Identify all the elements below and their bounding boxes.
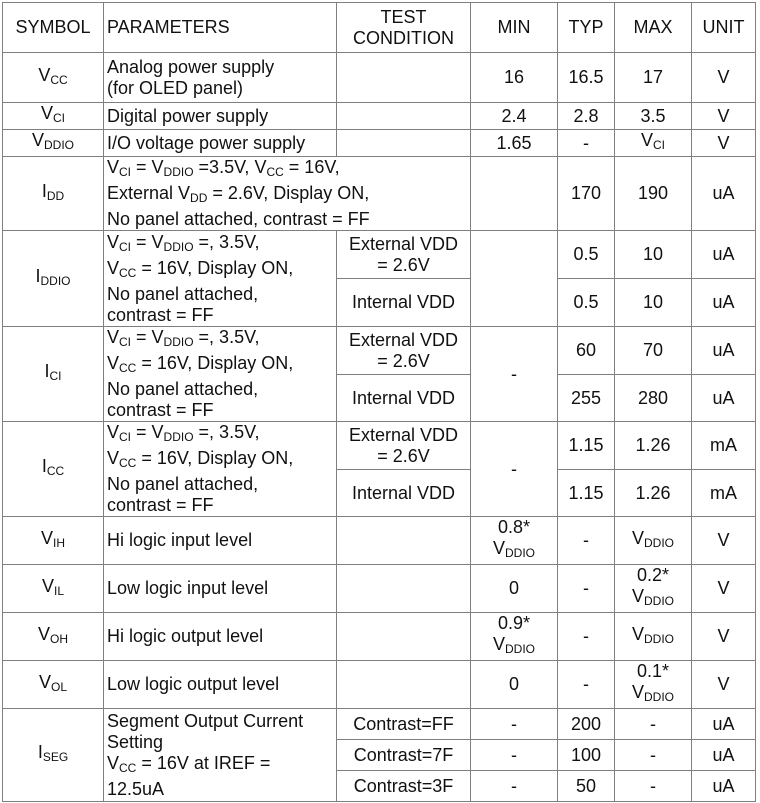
parameter-cell xyxy=(104,422,337,517)
condition-cell xyxy=(337,517,471,565)
parameter-cell xyxy=(104,157,471,231)
typ-cell: 60 xyxy=(558,327,615,375)
param-text: =, 3.5V, xyxy=(193,422,260,442)
condition-text: External VDD xyxy=(348,329,459,350)
condition-cell xyxy=(337,661,471,709)
header-test-line2: CONDITION xyxy=(353,27,454,48)
typ-cell: 1.15 xyxy=(558,422,615,470)
header-test-condition xyxy=(337,3,471,53)
condition-cell: Internal VDD xyxy=(337,470,471,517)
min-cell: - xyxy=(471,422,558,517)
typ-cell: - xyxy=(558,661,615,709)
symbol-cell xyxy=(3,53,104,103)
symbol-text: I xyxy=(44,361,50,381)
unit-cell: V xyxy=(692,517,756,565)
param-text: No panel attached, xyxy=(107,283,259,304)
condition-cell xyxy=(337,565,471,613)
parameter-cell xyxy=(104,231,337,327)
symbol-text: V xyxy=(40,527,53,548)
param-text: V xyxy=(107,448,120,468)
symbol-cell xyxy=(3,327,104,422)
max-cell: 280 xyxy=(615,375,692,422)
unit-cell: V xyxy=(692,565,756,613)
min-subscript: DDIO xyxy=(505,642,535,656)
symbol-text: I xyxy=(41,180,47,201)
max-cell: 190 xyxy=(615,157,692,231)
param-text: contrast = FF xyxy=(107,400,214,420)
typ-cell: 1.15 xyxy=(558,470,615,517)
symbol-text: V xyxy=(41,575,54,596)
param-text: = 16V, Display ON, xyxy=(136,257,294,278)
symbol-subscript: DD xyxy=(46,188,65,203)
condition-cell: Internal VDD xyxy=(337,279,471,327)
param-subscript: CC xyxy=(119,361,137,375)
table-row xyxy=(3,709,756,740)
param-text: V xyxy=(107,422,120,442)
max-cell: 10 xyxy=(615,231,692,279)
condition-cell: Contrast=3F xyxy=(337,771,471,802)
max-subscript: DDIO xyxy=(644,594,674,608)
max-subscript: DDIO xyxy=(644,690,674,704)
max-text: 0.2* xyxy=(636,565,670,585)
symbol-cell xyxy=(3,661,104,709)
max-cell: - xyxy=(615,740,692,771)
param-subscript: CI xyxy=(119,165,132,179)
max-symbol: V xyxy=(631,682,644,702)
unit-cell: uA xyxy=(692,709,756,740)
param-subscript: CC xyxy=(119,760,137,775)
min-cell: 0 xyxy=(471,565,558,613)
symbol-subscript: IH xyxy=(53,535,65,550)
symbol-text: V xyxy=(38,64,51,85)
param-text: = 16V at IREF = xyxy=(136,752,271,773)
param-subscript: CC xyxy=(266,165,284,179)
param-text: V xyxy=(107,157,120,177)
param-subscript: CI xyxy=(119,239,132,254)
unit-cell: V xyxy=(692,53,756,103)
symbol-cell xyxy=(3,613,104,661)
table-row xyxy=(3,613,756,661)
typ-cell: 170 xyxy=(558,157,615,231)
symbol-text: I xyxy=(41,456,47,476)
symbol-cell xyxy=(3,565,104,613)
min-text: 0.8* xyxy=(497,517,531,537)
symbol-subscript: OL xyxy=(51,679,68,694)
param-subscript: DDIO xyxy=(163,239,194,254)
param-text: V xyxy=(107,257,120,278)
typ-cell: 50 xyxy=(558,771,615,802)
symbol-subscript: IL xyxy=(54,583,65,598)
max-cell: 1.26 xyxy=(615,470,692,517)
parameter-cell: Hi logic output level xyxy=(104,613,337,661)
table-row xyxy=(3,53,756,103)
symbol-subscript: CI xyxy=(49,369,62,383)
header-row xyxy=(3,3,756,53)
parameter-cell: Low logic input level xyxy=(104,565,337,613)
typ-cell: 2.8 xyxy=(558,103,615,130)
param-text: = V xyxy=(131,157,164,177)
parameter-cell xyxy=(104,53,337,103)
table-row xyxy=(3,517,756,565)
min-cell: - xyxy=(471,709,558,740)
min-cell: 1.65 xyxy=(471,130,558,157)
param-text: Setting xyxy=(107,731,164,752)
max-subscript: CI xyxy=(653,138,665,152)
condition-cell: Contrast=FF xyxy=(337,709,471,740)
typ-cell: - xyxy=(558,517,615,565)
parameter-cell: Digital power supply xyxy=(104,103,337,130)
unit-cell: uA xyxy=(692,327,756,375)
param-text: No panel attached, contrast = FF xyxy=(107,209,370,229)
condition-text: External VDD xyxy=(348,424,459,445)
min-cell: 16 xyxy=(471,53,558,103)
unit-cell: V xyxy=(692,130,756,157)
param-text: Segment Output Current xyxy=(107,710,304,731)
header-symbol: SYMBOL xyxy=(3,3,104,53)
param-text: No panel attached, xyxy=(107,379,259,399)
symbol-subscript: CC xyxy=(46,464,65,478)
parameter-cell xyxy=(104,709,337,802)
table-row xyxy=(3,157,756,231)
header-min: MIN xyxy=(471,3,558,53)
param-text: contrast = FF xyxy=(107,304,214,325)
param-text: No panel attached, xyxy=(107,474,259,494)
header-test-line1: TEST xyxy=(380,6,427,27)
parameter-line: (for OLED panel) xyxy=(107,77,244,98)
table-row xyxy=(3,130,756,157)
max-cell: 70 xyxy=(615,327,692,375)
unit-cell: V xyxy=(692,613,756,661)
param-text: V xyxy=(107,327,120,347)
min-cell: 0 xyxy=(471,661,558,709)
param-text: =3.5V, V xyxy=(193,157,267,177)
max-cell xyxy=(615,130,692,157)
condition-text: External VDD xyxy=(348,233,459,254)
min-symbol: V xyxy=(492,538,505,558)
min-cell: - xyxy=(471,740,558,771)
min-cell xyxy=(471,613,558,661)
param-subscript: DDIO xyxy=(163,430,194,444)
max-symbol: V xyxy=(640,130,653,150)
typ-cell: - xyxy=(558,613,615,661)
max-cell: - xyxy=(615,709,692,740)
condition-cell: Internal VDD xyxy=(337,375,471,422)
condition-cell xyxy=(337,103,471,130)
param-text: = 16V, Display ON, xyxy=(136,448,294,468)
electrical-characteristics-table xyxy=(2,2,756,802)
param-text: = V xyxy=(131,231,164,252)
symbol-cell xyxy=(3,157,104,231)
param-subscript: CI xyxy=(119,430,132,444)
param-text: = 16V, Display ON, xyxy=(136,353,294,373)
table-row xyxy=(3,231,756,279)
max-symbol: V xyxy=(631,527,644,548)
symbol-text: I xyxy=(35,265,41,286)
symbol-text: V xyxy=(37,623,50,644)
condition-cell xyxy=(337,327,471,375)
table-row xyxy=(3,103,756,130)
symbol-text: V xyxy=(40,103,53,123)
param-text: contrast = FF xyxy=(107,495,214,515)
header-max: MAX xyxy=(615,3,692,53)
symbol-subscript: DDIO xyxy=(40,273,71,288)
min-subscript: DDIO xyxy=(505,546,535,560)
parameter-cell: Low logic output level xyxy=(104,661,337,709)
symbol-text: V xyxy=(31,130,44,150)
table-row xyxy=(3,327,756,375)
header-parameters xyxy=(104,3,337,53)
min-cell: - xyxy=(471,771,558,802)
param-text: = V xyxy=(131,422,164,442)
parameter-cell: I/O voltage power supply xyxy=(104,130,337,157)
unit-cell: uA xyxy=(692,771,756,802)
param-subscript: DDIO xyxy=(163,165,194,179)
symbol-cell xyxy=(3,103,104,130)
typ-cell: 255 xyxy=(558,375,615,422)
max-cell xyxy=(615,613,692,661)
max-symbol: V xyxy=(631,586,644,606)
min-cell xyxy=(471,231,558,327)
condition-text: = 2.6V xyxy=(377,445,430,466)
symbol-cell xyxy=(3,709,104,802)
condition-text: = 2.6V xyxy=(377,350,430,371)
max-cell: 10 xyxy=(615,279,692,327)
symbol-cell xyxy=(3,422,104,517)
unit-cell: uA xyxy=(692,375,756,422)
param-text: 12.5uA xyxy=(107,778,165,799)
condition-cell xyxy=(337,53,471,103)
param-subscript: CC xyxy=(119,265,137,280)
max-text: 0.1* xyxy=(636,661,670,681)
param-text: =, 3.5V, xyxy=(193,231,260,252)
header-typ: TYP xyxy=(558,3,615,53)
symbol-text: V xyxy=(38,671,51,692)
param-text: External V xyxy=(107,183,191,203)
typ-cell: 16.5 xyxy=(558,53,615,103)
parameter-line: Analog power supply xyxy=(107,56,275,77)
min-cell xyxy=(471,517,558,565)
unit-cell: uA xyxy=(692,157,756,231)
max-cell xyxy=(615,517,692,565)
symbol-cell xyxy=(3,231,104,327)
symbol-subscript: CI xyxy=(53,111,65,125)
typ-cell: 100 xyxy=(558,740,615,771)
typ-cell: - xyxy=(558,130,615,157)
param-subscript: CC xyxy=(119,456,137,470)
parameter-cell xyxy=(104,327,337,422)
unit-cell: uA xyxy=(692,279,756,327)
symbol-text: I xyxy=(37,742,43,762)
symbol-subscript: SEG xyxy=(42,750,69,764)
min-cell xyxy=(471,157,558,231)
symbol-subscript: CC xyxy=(50,72,68,87)
max-subscript: DDIO xyxy=(644,535,674,550)
header-parameters-text: PARAMETERS xyxy=(107,17,230,37)
max-cell: 3.5 xyxy=(615,103,692,130)
param-text: = V xyxy=(131,327,164,347)
max-subscript: DDIO xyxy=(644,631,674,646)
unit-cell: V xyxy=(692,103,756,130)
parameter-cell: Hi logic input level xyxy=(104,517,337,565)
table-row xyxy=(3,422,756,470)
symbol-subscript: DDIO xyxy=(44,138,74,152)
symbol-subscript: OH xyxy=(50,631,68,646)
param-subscript: DD xyxy=(190,191,208,205)
typ-cell: 0.5 xyxy=(558,279,615,327)
max-symbol: V xyxy=(631,623,644,644)
unit-cell: uA xyxy=(692,740,756,771)
param-subscript: CI xyxy=(119,335,132,349)
header-unit: UNIT xyxy=(692,3,756,53)
param-subscript: DDIO xyxy=(163,335,194,349)
symbol-cell xyxy=(3,130,104,157)
table-row xyxy=(3,565,756,613)
min-cell: - xyxy=(471,327,558,422)
unit-cell: mA xyxy=(692,422,756,470)
param-text: =, 3.5V, xyxy=(193,327,260,347)
condition-cell xyxy=(337,613,471,661)
condition-cell xyxy=(337,422,471,470)
symbol-cell xyxy=(3,517,104,565)
typ-cell: 0.5 xyxy=(558,231,615,279)
condition-cell: Contrast=7F xyxy=(337,740,471,771)
min-symbol: V xyxy=(492,634,505,654)
typ-cell: - xyxy=(558,565,615,613)
param-text: V xyxy=(107,353,120,373)
min-cell: 2.4 xyxy=(471,103,558,130)
max-cell xyxy=(615,661,692,709)
unit-cell: uA xyxy=(692,231,756,279)
typ-cell: 200 xyxy=(558,709,615,740)
max-cell: - xyxy=(615,771,692,802)
unit-cell: mA xyxy=(692,470,756,517)
min-text: 0.9* xyxy=(497,613,531,633)
param-text: = 16V, xyxy=(283,157,340,177)
condition-cell xyxy=(337,231,471,279)
max-cell: 1.26 xyxy=(615,422,692,470)
max-cell: 17 xyxy=(615,53,692,103)
max-cell xyxy=(615,565,692,613)
unit-cell: V xyxy=(692,661,756,709)
table-row xyxy=(3,661,756,709)
param-text: V xyxy=(107,231,120,252)
condition-text: = 2.6V xyxy=(377,254,430,275)
param-text: = 2.6V, Display ON, xyxy=(207,183,370,203)
condition-cell xyxy=(337,130,471,157)
param-text: V xyxy=(107,752,120,773)
